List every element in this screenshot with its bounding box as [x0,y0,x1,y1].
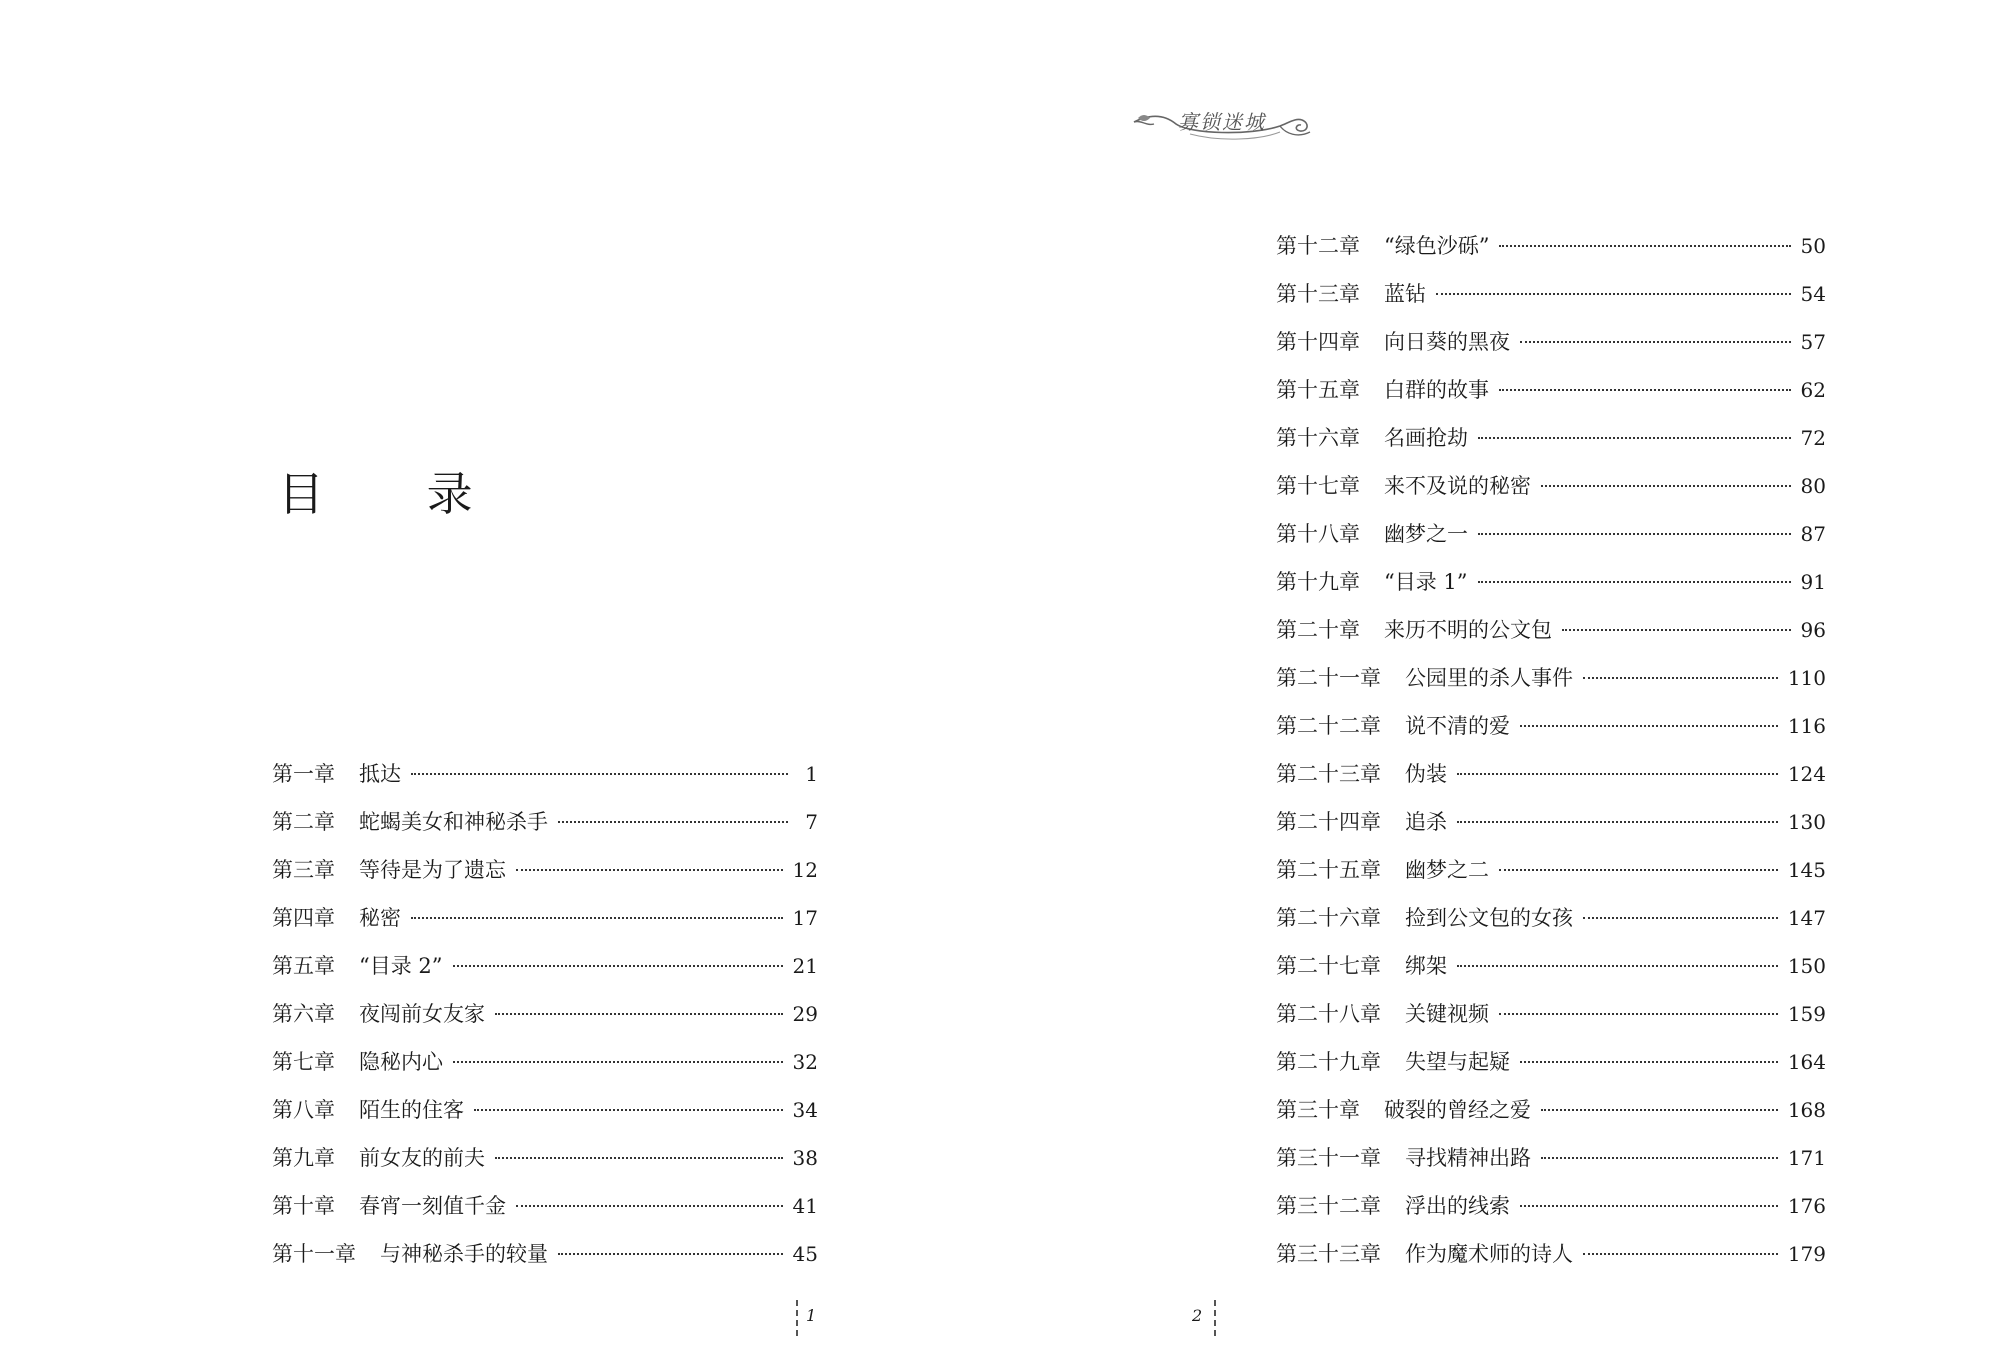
toc-entry-title: 幽梦之一 [1384,522,1468,546]
toc-chapter: 第十八章 [1276,522,1360,546]
toc-entry[interactable] [1276,1238,1826,1286]
toc-chapter: 第三十二章 [1276,1194,1381,1218]
toc-page-number: 38 [792,1146,818,1170]
toc-page-number: 72 [1800,426,1826,450]
toc-page-number: 12 [792,858,818,882]
toc-chapter: 第二十章 [1276,618,1360,642]
toc-entry[interactable] [1276,950,1826,998]
toc-entry[interactable] [272,1142,818,1190]
toc-entry-title: 来不及说的秘密 [1384,474,1531,498]
toc-page-number: 87 [1800,522,1826,546]
dot-leader [1520,1061,1778,1063]
toc-page-number: 62 [1800,378,1826,402]
toc-page-number: 116 [1787,714,1826,738]
toc-chapter: 第二十八章 [1276,1002,1381,1026]
toc-chapter: 第十七章 [1276,474,1360,498]
toc-entry[interactable] [272,1238,818,1286]
toc-entry-title: “绿色沙砾” [1384,234,1490,258]
toc-entry[interactable] [1276,854,1826,902]
toc-entry[interactable] [1276,470,1826,518]
toc-entry[interactable] [272,1094,818,1142]
toc-entry-title: 公园里的杀人事件 [1405,666,1573,690]
toc-chapter: 第二十三章 [1276,762,1381,786]
dot-leader [1457,773,1778,775]
dot-leader [516,869,783,871]
toc-page-number: 96 [1800,618,1826,642]
toc-entry[interactable] [272,1190,818,1238]
toc-entry[interactable] [1276,1094,1826,1142]
toc-chapter: 第二十六章 [1276,906,1381,930]
toc-entry-title: 伪装 [1405,762,1447,786]
toc-chapter: 第二十四章 [1276,810,1381,834]
dot-leader [1541,485,1791,487]
running-title: 寡锁迷城 [1178,110,1266,134]
toc-page-number: 57 [1800,330,1826,354]
toc-page-number: 150 [1787,954,1826,978]
toc-entry-title: 前女友的前夫 [359,1146,485,1170]
toc-page-number: 29 [792,1002,818,1026]
dot-leader [411,773,788,775]
toc-entry[interactable] [1276,902,1826,950]
toc-entry[interactable] [1276,518,1826,566]
toc-chapter: 第十四章 [1276,330,1360,354]
toc-entry[interactable] [1276,806,1826,854]
toc-entry-title: 作为魔术师的诗人 [1405,1242,1573,1266]
toc-entry[interactable] [1276,374,1826,422]
toc-entry-title: 抵达 [359,762,401,786]
toc-entry-title: 蓝钻 [1384,282,1426,306]
toc-entry-title: 绑架 [1405,954,1447,978]
toc-entry[interactable] [1276,1142,1826,1190]
dot-leader [474,1109,783,1111]
toc-entry[interactable] [1276,230,1826,278]
dot-leader [1562,629,1791,631]
toc-page-number: 80 [1800,474,1826,498]
toc-entry[interactable] [1276,1046,1826,1094]
toc-entry[interactable] [272,758,818,806]
toc-entry-title: 寻找精神出路 [1405,1146,1531,1170]
toc-page-number: 110 [1787,666,1826,690]
toc-entry[interactable] [1276,998,1826,1046]
toc-chapter: 第十五章 [1276,378,1360,402]
toc-entry[interactable] [272,950,818,998]
dot-leader [495,1013,783,1015]
dot-leader [1583,917,1778,919]
dot-leader [1541,1109,1778,1111]
toc-page-number: 159 [1787,1002,1826,1026]
toc-entry[interactable] [272,902,818,950]
toc-chapter: 第二十一章 [1276,666,1381,690]
toc-entry-title: 隐秘内心 [359,1050,443,1074]
toc-page-number: 91 [1800,570,1826,594]
toc-entry[interactable] [1276,278,1826,326]
toc-chapter: 第二十五章 [1276,858,1381,882]
dot-leader [558,821,788,823]
toc-chapter: 第三十章 [1276,1098,1360,1122]
dot-leader [1520,1205,1778,1207]
toc-page-number: 7 [805,810,818,834]
toc-entry[interactable] [1276,566,1826,614]
toc-page-number: 41 [792,1194,818,1218]
toc-entry-title: 浮出的线索 [1405,1194,1510,1218]
toc-chapter: 第三十一章 [1276,1146,1381,1170]
toc-chapter: 第十六章 [1276,426,1360,450]
toc-entry-title: 夜闯前女友家 [359,1002,485,1026]
dot-leader [1457,821,1778,823]
toc-chapter: 第一章 [272,762,335,786]
dot-leader [411,917,783,919]
toc-entry[interactable] [1276,422,1826,470]
dot-leader [1478,437,1791,439]
toc-chapter: 第二十九章 [1276,1050,1381,1074]
toc-page-number: 45 [792,1242,818,1266]
dot-leader [1457,965,1778,967]
dot-leader [1520,341,1791,343]
toc-entry[interactable] [1276,326,1826,374]
toc-entry-title: 陌生的住客 [359,1098,464,1122]
dot-leader [516,1205,783,1207]
toc-page-number: 34 [792,1098,818,1122]
page-edge-marker [796,1300,798,1336]
dot-leader [1499,1013,1778,1015]
toc-page-number: 179 [1787,1242,1826,1266]
toc-page-number: 176 [1787,1194,1826,1218]
dot-leader [1499,245,1790,247]
dot-leader [1499,389,1791,391]
dot-leader [1436,293,1791,295]
toc-entry-title: 等待是为了遗忘 [359,858,506,882]
toc-chapter: 第八章 [272,1098,335,1122]
toc-entry[interactable] [272,998,818,1046]
toc-entry[interactable] [1276,1190,1826,1238]
dot-leader [1583,1253,1778,1255]
dot-leader [1478,581,1791,583]
right-page [1000,0,2000,1372]
toc-chapter: 第二章 [272,810,335,834]
toc-chapter: 第十九章 [1276,570,1360,594]
toc-entry[interactable] [1276,710,1826,758]
toc-page-number: 54 [1800,282,1826,306]
toc-chapter: 第三十三章 [1276,1242,1381,1266]
toc-page-number: 17 [792,906,818,930]
toc-chapter: 第三章 [272,858,335,882]
toc-chapter: 第十三章 [1276,282,1360,306]
toc-entry[interactable] [1276,662,1826,710]
toc-page-number: 50 [1800,234,1826,258]
dot-leader [453,965,783,967]
toc-entry[interactable] [1276,758,1826,806]
toc-chapter: 第二十七章 [1276,954,1381,978]
dot-leader [453,1061,783,1063]
toc-entry[interactable] [1276,614,1826,662]
toc-chapter: 第十二章 [1276,234,1360,258]
toc-entry[interactable] [272,806,818,854]
toc-page-number: 171 [1787,1146,1826,1170]
toc-entry-title: 幽梦之二 [1405,858,1489,882]
toc-entry-title: 关键视频 [1405,1002,1489,1026]
toc-page-number: 1 [805,762,818,786]
dot-leader [1499,869,1778,871]
dot-leader [1520,725,1778,727]
toc-entry-title: 向日葵的黑夜 [1384,330,1510,354]
toc-entry-title: 失望与起疑 [1405,1050,1510,1074]
toc-entry[interactable] [272,854,818,902]
toc-page-number: 32 [792,1050,818,1074]
toc-page-number: 168 [1787,1098,1826,1122]
toc-entry-title: 捡到公文包的女孩 [1405,906,1573,930]
dot-leader [1541,1157,1778,1159]
toc-page-number: 130 [1787,810,1826,834]
toc-entry-title: “目录 1” [1384,570,1468,594]
page-number: 2 [1192,1306,1203,1325]
toc-entry-title: 名画抢劫 [1384,426,1468,450]
dot-leader [495,1157,783,1159]
toc-entry-title: 追杀 [1405,810,1447,834]
toc-list-left [272,758,818,1286]
toc-page-number: 145 [1787,858,1826,882]
page-edge-marker [1214,1300,1216,1336]
toc-chapter: 第四章 [272,906,335,930]
toc-entry-title: “目录 2” [359,954,443,978]
toc-entry-title: 破裂的曾经之爱 [1384,1098,1531,1122]
toc-entry-title: 说不清的爱 [1405,714,1510,738]
page-number: 1 [806,1306,817,1325]
toc-chapter: 第五章 [272,954,335,978]
toc-chapter: 第十章 [272,1194,335,1218]
running-header [1130,100,1320,150]
toc-entry[interactable] [272,1046,818,1094]
toc-title: 目 录 [278,467,517,521]
toc-page-number: 164 [1787,1050,1826,1074]
toc-page-number: 147 [1787,906,1826,930]
toc-chapter: 第六章 [272,1002,335,1026]
dot-leader [558,1253,783,1255]
toc-list-right [1276,230,1826,1286]
dot-leader [1478,533,1791,535]
toc-entry-title: 白群的故事 [1384,378,1489,402]
toc-page-number: 21 [792,954,818,978]
toc-chapter: 第九章 [272,1146,335,1170]
toc-entry-title: 蛇蝎美女和神秘杀手 [359,810,548,834]
toc-entry-title: 春宵一刻值千金 [359,1194,506,1218]
toc-page-number: 124 [1787,762,1826,786]
toc-entry-title: 来历不明的公文包 [1384,618,1552,642]
toc-chapter: 第七章 [272,1050,335,1074]
toc-chapter: 第二十二章 [1276,714,1381,738]
toc-entry-title: 秘密 [359,906,401,930]
dot-leader [1583,677,1778,679]
toc-chapter: 第十一章 [272,1242,356,1266]
toc-entry-title: 与神秘杀手的较量 [380,1242,548,1266]
